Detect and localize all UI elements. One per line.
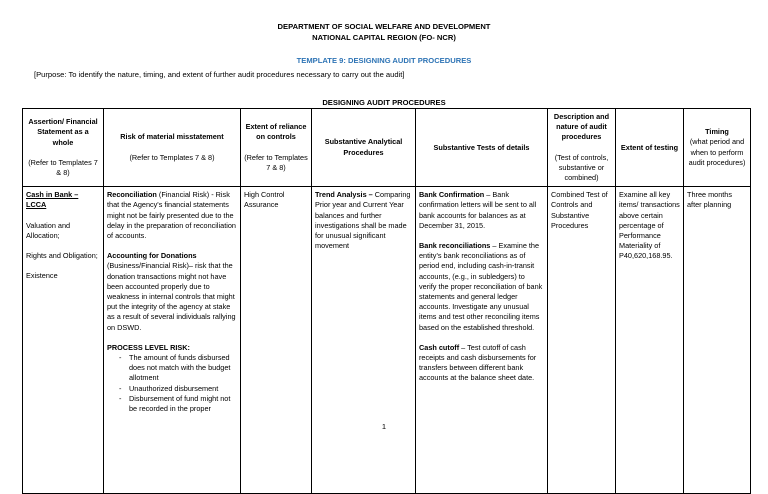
detail-bank-reconciliations <box>419 241 544 333</box>
cell-reliance <box>241 187 312 494</box>
cell-details <box>416 187 548 494</box>
assertion-item: Valuation and Allocation; <box>26 220 71 240</box>
detail-label: Cash cutoff <box>419 342 460 352</box>
list-item: - The amount of funds disbursed does not match with the budget allotment <box>119 353 237 384</box>
process-level-risk-heading: PROCESS LEVEL RISK: <box>107 342 190 352</box>
cell-nature <box>548 187 616 494</box>
detail-bank-confirmation <box>419 190 544 231</box>
col-note: (Refer to Templates 7 & 8) <box>129 152 215 162</box>
col-title: Description and nature of audit procedures <box>553 112 610 142</box>
page-number: 1 <box>381 422 387 431</box>
col-title: Extent of testing <box>620 142 679 152</box>
analytical-text: Comparing Prior year and Current Year balances and further investigations shall be made for unusual significant movement <box>315 190 411 251</box>
col-title: Extent of reliance on controls <box>245 122 307 142</box>
risk-text: (Business/Financial Risk)– risk that the donation transactions might not have been accounted properly due to weakness in internal controls that might put the integrity of the agency at stake as a result of several individuals rallying on DSWD. <box>107 261 236 332</box>
detail-cash-cutoff <box>419 343 544 384</box>
col-risk <box>104 109 241 187</box>
table-caption: DESIGNING AUDIT PROCEDURES <box>322 98 446 107</box>
reliance-value: High Control Assurance <box>244 190 285 210</box>
cell-analytical <box>312 187 416 494</box>
col-title: Substantive Tests of details <box>433 142 530 152</box>
account-name: Cash in Bank – LCCA <box>26 190 79 210</box>
detail-text: – Examine the entity's bank reconciliations as of period end, including cash-in-transit accounts, (e.g., in subledgers) to verify the proper reconciliation of bank statements and general ledger accounts. Investigate any unusual items and test other reconciling items based on the established threshold. <box>419 241 543 332</box>
detail-text: – Test cutoff of cash receipts and cash disbursements for transfers between different bank accounts at the balance sheet date. <box>419 342 537 383</box>
table-row <box>23 187 751 494</box>
col-note: (Test of controls, substantive or combined) <box>554 152 609 183</box>
cell-timing <box>684 187 751 494</box>
risk-label: Reconciliation <box>107 190 157 200</box>
org-name: DEPARTMENT OF SOCIAL WELFARE AND DEVELOPMENT <box>277 22 491 31</box>
cell-risk <box>104 187 241 494</box>
table-header-row <box>23 109 751 187</box>
template-title: TEMPLATE 9: DESIGNING AUDIT PROCEDURES <box>296 56 472 65</box>
purpose-statement: [Purpose: To identify the nature, timing, and extent of further audit procedures necessary to carry out the audit] <box>34 70 405 79</box>
nature-value: Combined Test of Controls and Substantive Procedures <box>551 190 608 230</box>
cell-extent <box>616 187 684 494</box>
col-timing <box>684 109 751 187</box>
col-note: (Refer to Templates 7 & 8) <box>28 157 98 177</box>
risk-reconciliation <box>107 190 237 241</box>
risk-text: (Financial Risk) - Risk that the Agency's financial statements might not be fairly presented due to the delay in the preparation of reconciliation of accounts. <box>107 190 236 241</box>
col-note: (what period and when to perform audit procedures) <box>688 137 746 167</box>
col-title: Timing <box>705 127 729 137</box>
list-item: - Disbursement of fund might not be recorded in the proper <box>119 394 237 414</box>
col-assertion <box>23 109 104 187</box>
assertion-item: Existence <box>26 271 58 281</box>
risk-donations <box>107 251 237 333</box>
detail-text: – Bank confirmation letters will be sent to all bank accounts for balances as at December 31, 2015. <box>419 190 537 230</box>
col-note: (Refer to Templates 7 & 8) <box>244 152 308 172</box>
cell-assertion <box>23 187 104 494</box>
col-title: Assertion/ Financial Statement as a whole <box>28 117 98 147</box>
col-analytical <box>312 109 416 187</box>
assertion-item: Rights and Obligation; <box>26 251 98 261</box>
col-reliance <box>241 109 312 187</box>
col-title: Substantive Analytical Procedures <box>324 137 403 157</box>
analytical-label: Trend Analysis – <box>315 190 373 200</box>
col-details <box>416 109 548 187</box>
org-region: NATIONAL CAPITAL REGION (FO- NCR) <box>312 33 456 42</box>
audit-procedures-table <box>22 108 751 494</box>
risk-label: Accounting for Donations <box>107 251 197 261</box>
list-item: - Unauthorized disbursement <box>119 384 237 394</box>
col-nature <box>548 109 616 187</box>
detail-label: Bank Confirmation <box>419 190 485 200</box>
col-title: Risk of material misstatement <box>120 132 224 142</box>
detail-label: Bank reconciliations <box>419 241 491 251</box>
col-extent <box>616 109 684 187</box>
timing-value: Three months after planning <box>687 190 733 210</box>
process-risk-list <box>107 353 237 414</box>
extent-value: Examine all key items/ transactions above certain percentage of Performance Materiality of P40,620,168.95. <box>619 190 680 261</box>
